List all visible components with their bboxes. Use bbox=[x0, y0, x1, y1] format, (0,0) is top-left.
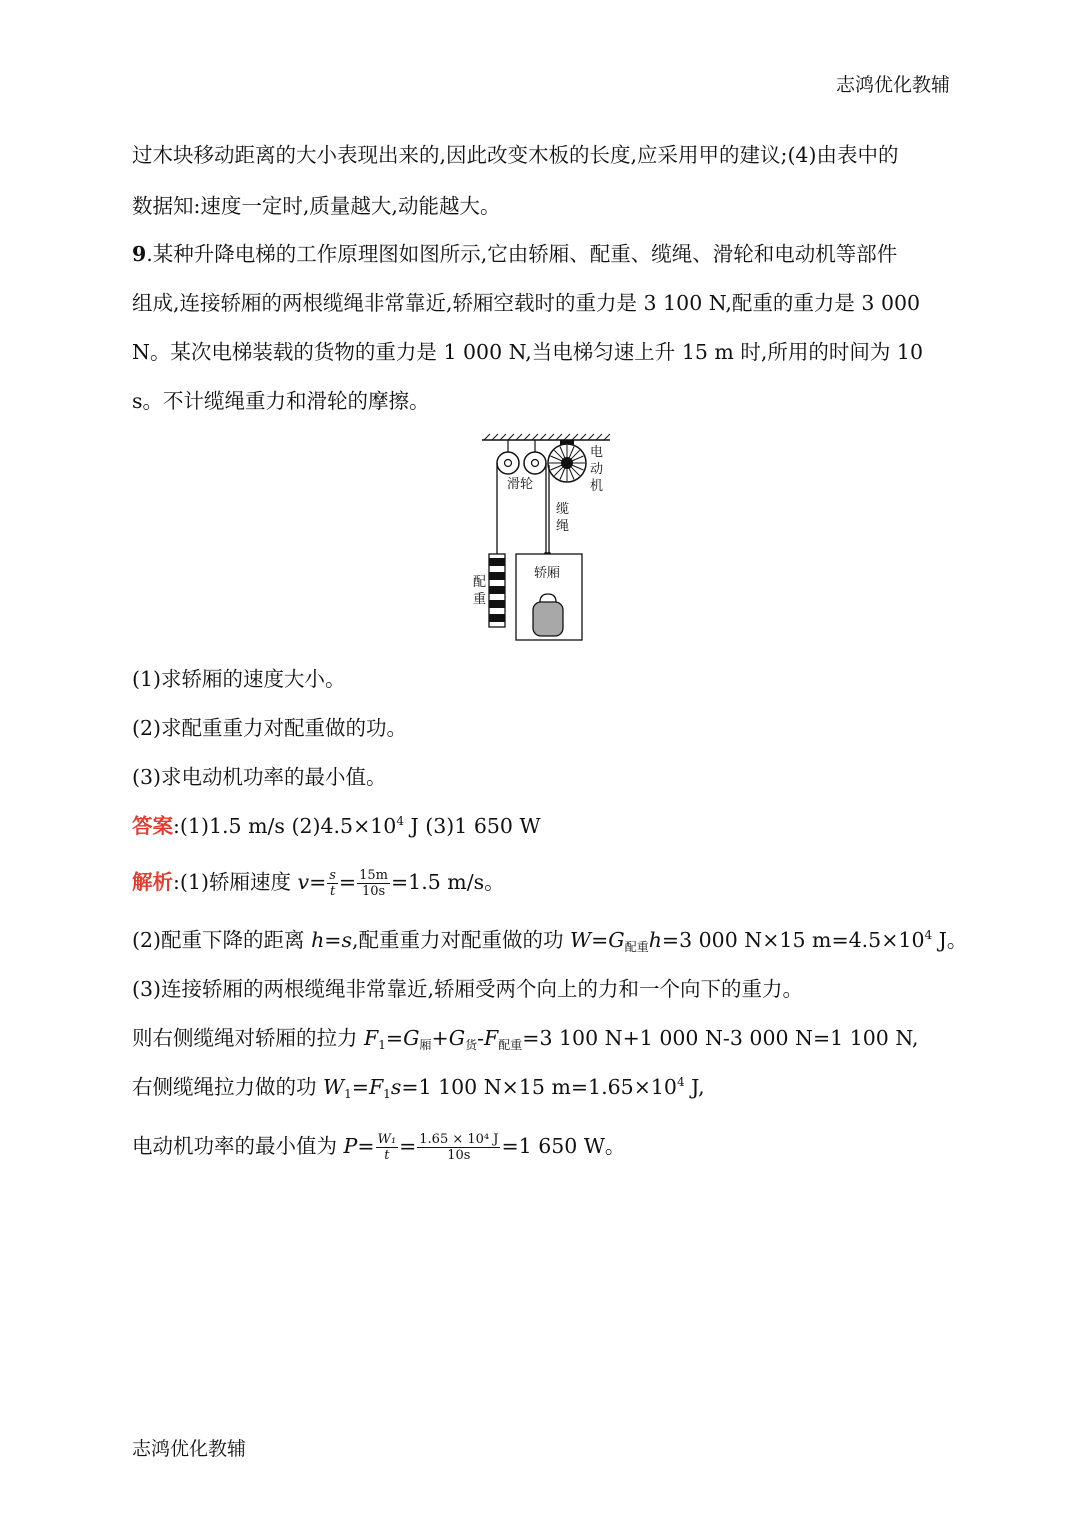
eq: = bbox=[324, 928, 342, 952]
op: - bbox=[477, 1026, 485, 1050]
text: 则右侧缆绳对轿厢的拉力 bbox=[132, 1026, 365, 1050]
answer-text-2: J (3)1 650 W bbox=[404, 814, 541, 838]
analysis-line-6 bbox=[132, 1132, 952, 1163]
frac-den: t bbox=[329, 884, 336, 899]
question-line-3: N。某次电梯装载的货物的重力是 1 000 N,当电梯匀速上升 15 m 时,所用的时间为 10 bbox=[132, 340, 923, 364]
analysis-line-1 bbox=[132, 868, 952, 899]
var-w: W bbox=[323, 1075, 345, 1099]
fraction-s-t bbox=[327, 868, 338, 899]
frac-den: t bbox=[384, 1148, 390, 1163]
motor-label-1: 电 bbox=[590, 445, 604, 460]
text: (2)配重下降的距离 bbox=[132, 928, 312, 952]
text: ,配重重力对配重做的功 bbox=[351, 928, 571, 952]
text: J。 bbox=[932, 928, 968, 952]
question-text: .某种升降电梯的工作原理图如图所示,它由轿厢、配重、缆绳、滑轮和电动机等部件 bbox=[146, 242, 898, 266]
text: =1 100 N×15 m=1.65×10 bbox=[401, 1075, 677, 1099]
frac-den: 10s bbox=[361, 884, 386, 899]
elevator-diagram bbox=[472, 430, 622, 645]
var-s: s bbox=[390, 1075, 402, 1099]
subscript: 1 bbox=[383, 1087, 391, 1101]
cable-label-2: 绳 bbox=[556, 519, 570, 534]
frac-num: 1.65 × 10⁴ J bbox=[419, 1132, 499, 1147]
part-1: (1)求轿厢的速度大小。 bbox=[132, 667, 346, 691]
motor-icon bbox=[548, 440, 586, 482]
intro-line-1: 过木块移动距离的大小表现出来的,因此改变木板的长度,应采用甲的建议;(4)由表中的 bbox=[132, 143, 899, 167]
counterweight-label-1: 配 bbox=[473, 575, 487, 590]
var-f: F bbox=[484, 1026, 499, 1050]
fraction-w1-t bbox=[376, 1132, 399, 1163]
analysis-line-2 bbox=[132, 927, 968, 960]
fraction-15m-10s bbox=[357, 868, 390, 899]
intro-line-2: 数据知:速度一定时,质量越大,动能越大。 bbox=[132, 194, 501, 218]
answer-line bbox=[132, 813, 952, 839]
elevator-diagram-svg bbox=[472, 430, 622, 645]
subscript: 配重 bbox=[498, 1038, 523, 1052]
var-p: P bbox=[343, 1134, 358, 1158]
exp: 4 bbox=[924, 928, 933, 942]
eq: = bbox=[309, 870, 327, 894]
frac-num: 15m bbox=[359, 868, 388, 883]
analysis-s1-pre: :(1)轿厢速度 bbox=[173, 870, 298, 894]
part-3: (3)求电动机功率的最小值。 bbox=[132, 765, 387, 789]
var-g: G bbox=[448, 1026, 466, 1050]
eq: = bbox=[591, 928, 609, 952]
var-v: v bbox=[297, 870, 310, 894]
var-g: G bbox=[403, 1026, 420, 1050]
eq: = bbox=[357, 1134, 375, 1158]
analysis-line-3: (3)连接轿厢的两根缆绳非常靠近,轿厢受两个向上的力和一个向下的重力。 bbox=[132, 977, 804, 1001]
text: =1 650 W。 bbox=[501, 1134, 626, 1158]
text: J, bbox=[684, 1075, 705, 1099]
frac-num: s bbox=[329, 868, 336, 883]
var-f: F bbox=[364, 1026, 379, 1050]
question-line-4: s。不计缆绳重力和滑轮的摩擦。 bbox=[132, 389, 430, 413]
question-line-1 bbox=[132, 241, 952, 267]
exp: 4 bbox=[676, 1075, 685, 1089]
eq: = bbox=[338, 870, 357, 894]
pulley-label: 滑轮 bbox=[507, 477, 534, 492]
subscript: 1 bbox=[378, 1038, 386, 1052]
eq: = bbox=[385, 1026, 404, 1050]
analysis-line-5 bbox=[132, 1074, 952, 1107]
text: =3 100 N+1 000 N-3 000 N=1 100 N, bbox=[522, 1026, 919, 1050]
frac-den: 10s bbox=[447, 1148, 471, 1163]
var-w: W bbox=[570, 928, 592, 952]
eq: = bbox=[399, 1134, 417, 1158]
answer-text: :(1)1.5 m/s (2)4.5×10 bbox=[173, 814, 397, 838]
var-g: G bbox=[608, 928, 625, 952]
op: + bbox=[431, 1026, 449, 1050]
question-number: 9 bbox=[132, 242, 147, 266]
eq: = bbox=[351, 1075, 369, 1099]
part-2: (2)求配重重力对配重做的功。 bbox=[132, 716, 408, 740]
counterweight-label-2: 重 bbox=[473, 592, 487, 607]
text: 电动机功率的最小值为 bbox=[132, 1134, 344, 1158]
subscript: 1 bbox=[344, 1087, 352, 1101]
cable-label-1: 缆 bbox=[556, 502, 570, 517]
car-label: 轿厢 bbox=[534, 566, 561, 581]
header-brand: 志鸿优化教辅 bbox=[835, 74, 950, 96]
subscript: 厢 bbox=[419, 1038, 432, 1052]
subscript: 货 bbox=[465, 1038, 478, 1052]
counterweight-icon bbox=[489, 554, 505, 627]
var-h: h bbox=[311, 928, 325, 952]
text: =3 000 N×15 m=4.5×10 bbox=[661, 928, 925, 952]
var-f: F bbox=[368, 1075, 384, 1099]
question-line-2: 组成,连接轿厢的两根缆绳非常靠近,轿厢空载时的重力是 3 100 N,配重的重力是 3 000 bbox=[132, 291, 921, 315]
answer-exp: 4 bbox=[396, 814, 404, 828]
frac-num: W₁ bbox=[377, 1132, 397, 1147]
answer-label: 答案 bbox=[132, 814, 173, 838]
motor-label-2: 动 bbox=[590, 462, 604, 477]
subscript: 配重 bbox=[624, 940, 649, 954]
analysis-label: 解析 bbox=[132, 870, 173, 894]
pulley-right-icon bbox=[524, 452, 546, 474]
footer-brand: 志鸿优化教辅 bbox=[132, 1438, 247, 1460]
text: 右侧缆绳拉力做的功 bbox=[132, 1075, 324, 1099]
motor-label-3: 机 bbox=[590, 479, 604, 494]
pulley-left-icon bbox=[497, 452, 519, 474]
var-s: s bbox=[341, 928, 352, 952]
fraction-work-time bbox=[417, 1132, 500, 1163]
var-h: h bbox=[648, 928, 662, 952]
analysis-line-4 bbox=[132, 1025, 952, 1058]
analysis-s1-post: =1.5 m/s。 bbox=[390, 870, 505, 894]
